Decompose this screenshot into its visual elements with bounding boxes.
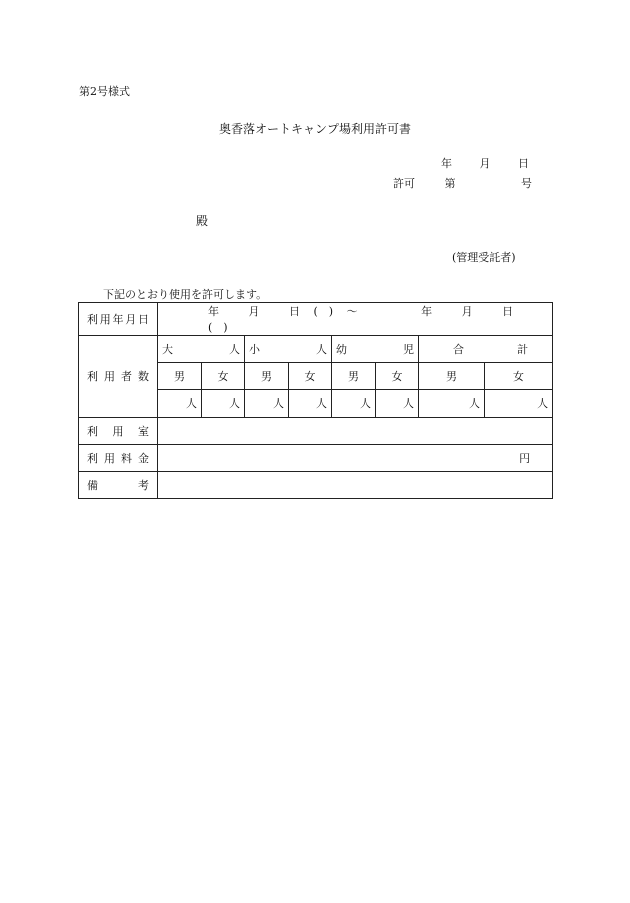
- count-cell[interactable]: 人: [485, 390, 553, 417]
- date-day: 日: [518, 157, 529, 170]
- male-header: 男: [158, 363, 202, 390]
- female-header: 女: [485, 363, 553, 390]
- fee-label: 利用料金: [79, 444, 158, 471]
- users-label: 利用者数: [79, 336, 158, 417]
- count-cell[interactable]: 人: [245, 390, 289, 417]
- remarks-row: [79, 471, 553, 498]
- count-cell[interactable]: 人: [289, 390, 332, 417]
- usage-year: 年: [208, 305, 219, 319]
- permit-label: 許可: [393, 177, 415, 190]
- male-header: 男: [419, 363, 485, 390]
- usage-day: 日: [289, 305, 300, 319]
- female-header: 女: [289, 363, 332, 390]
- form-number: 第2号様式: [79, 85, 130, 98]
- count-cell[interactable]: 人: [419, 390, 485, 417]
- permit-number-suffix: 号: [521, 177, 532, 190]
- manager-label: (管理受託者): [452, 251, 516, 264]
- document-title: 奥香落オートキャンプ場利用許可書: [218, 122, 411, 136]
- date-year: 年: [441, 157, 452, 170]
- male-header: 男: [332, 363, 376, 390]
- fee-field[interactable]: 円: [158, 444, 553, 471]
- remarks-label: 備考: [79, 471, 158, 498]
- male-header: 男: [245, 363, 289, 390]
- usage-tilde: ～: [346, 305, 358, 319]
- count-cell[interactable]: 人: [158, 390, 202, 417]
- users-group-row: [79, 336, 553, 363]
- group-adult: 大 人: [158, 336, 245, 363]
- group-total: 合 計: [419, 336, 553, 363]
- female-header: 女: [202, 363, 245, 390]
- female-header: 女: [376, 363, 419, 390]
- usage-date-label: 利用年月日: [79, 303, 158, 336]
- permit-number-line: [393, 175, 532, 191]
- group-infant: 幼 児: [332, 336, 419, 363]
- permit-number-prefix: 第: [444, 177, 456, 190]
- usage-month: 月: [248, 305, 260, 319]
- usage-date-row: [79, 303, 553, 336]
- usage-day-end: 日: [502, 305, 514, 319]
- date-month: 月: [479, 157, 491, 170]
- room-row: [79, 417, 553, 444]
- usage-month-end: 月: [461, 305, 473, 319]
- group-child: 小 人: [245, 336, 332, 363]
- usage-date-field[interactable]: [158, 303, 553, 336]
- usage-weekday: ( ): [313, 305, 334, 319]
- count-cell[interactable]: 人: [332, 390, 376, 417]
- room-label: 利用室: [79, 417, 158, 444]
- count-cell[interactable]: 人: [376, 390, 419, 417]
- remarks-field[interactable]: [158, 471, 553, 498]
- addressee-suffix: 殿: [196, 214, 209, 228]
- room-field[interactable]: [158, 417, 553, 444]
- count-cell[interactable]: 人: [202, 390, 245, 417]
- fee-row: [79, 444, 553, 471]
- permit-table: [78, 302, 553, 499]
- usage-weekday-end: ( ): [208, 321, 228, 335]
- usage-year-end: 年: [421, 305, 433, 319]
- issue-date-line: [441, 155, 529, 171]
- intro-text: 下記のとおり使用を許可します。: [103, 288, 268, 301]
